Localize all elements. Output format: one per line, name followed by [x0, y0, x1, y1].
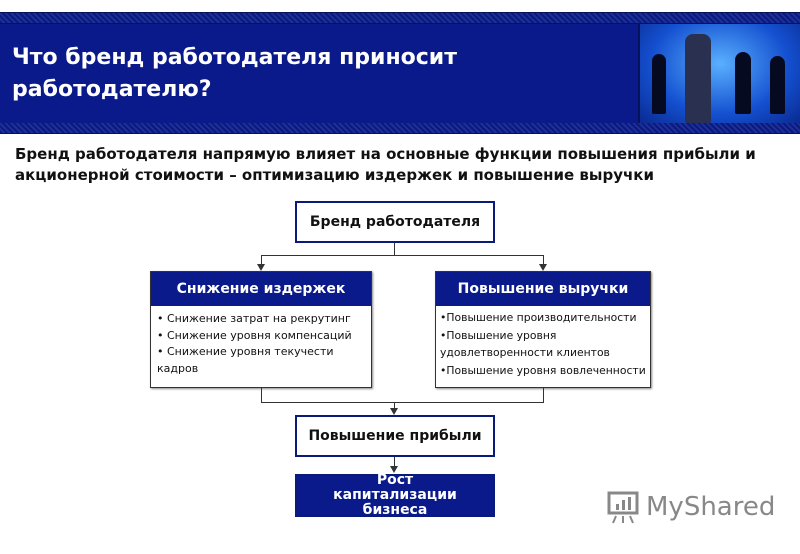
list-item: • Снижение затрат на рекрутинг — [157, 312, 351, 325]
cost-reduction-title: Снижение издержек — [151, 272, 371, 306]
brand-box: Бренд работодателя — [295, 201, 495, 243]
presentation-chart-icon — [606, 490, 642, 524]
list-item: • Снижение уровня текучести кадров — [157, 345, 334, 375]
arrow-down-icon — [390, 408, 398, 415]
connector — [394, 243, 395, 255]
list-item: • Снижение уровня компенсаций — [157, 328, 352, 342]
list-item: •Повышение уровня вовлеченности — [440, 363, 646, 377]
cost-reduction-card — [150, 271, 372, 388]
connector — [261, 388, 262, 402]
banner-stripe-bottom — [0, 123, 800, 133]
connector — [261, 402, 544, 403]
list-item: •Повышение уровня удовлетворенности клиентов — [440, 328, 610, 359]
arrow-down-icon — [257, 264, 265, 271]
page-title: Что бренд работодателя приносит работодателю? — [12, 45, 457, 102]
subtitle: Бренд работодателя напрямую влияет на основные функции повышения прибыли и акционерной стоимости – оптимизацию издержек и повышение выручки — [15, 145, 756, 184]
list-item: •Повышение производительности — [440, 311, 637, 324]
profit-box: Повышение прибыли — [295, 415, 495, 457]
connector — [261, 255, 544, 256]
business-people-image — [640, 24, 800, 123]
watermark-logo: MyShared — [606, 490, 775, 524]
capitalization-box: Рост капитализации бизнеса — [295, 474, 495, 517]
arrow-down-icon — [539, 264, 547, 271]
banner-stripe-top — [0, 13, 800, 23]
revenue-growth-card — [435, 271, 651, 388]
connector — [543, 388, 544, 402]
revenue-growth-title: Повышение выручки — [436, 272, 650, 306]
